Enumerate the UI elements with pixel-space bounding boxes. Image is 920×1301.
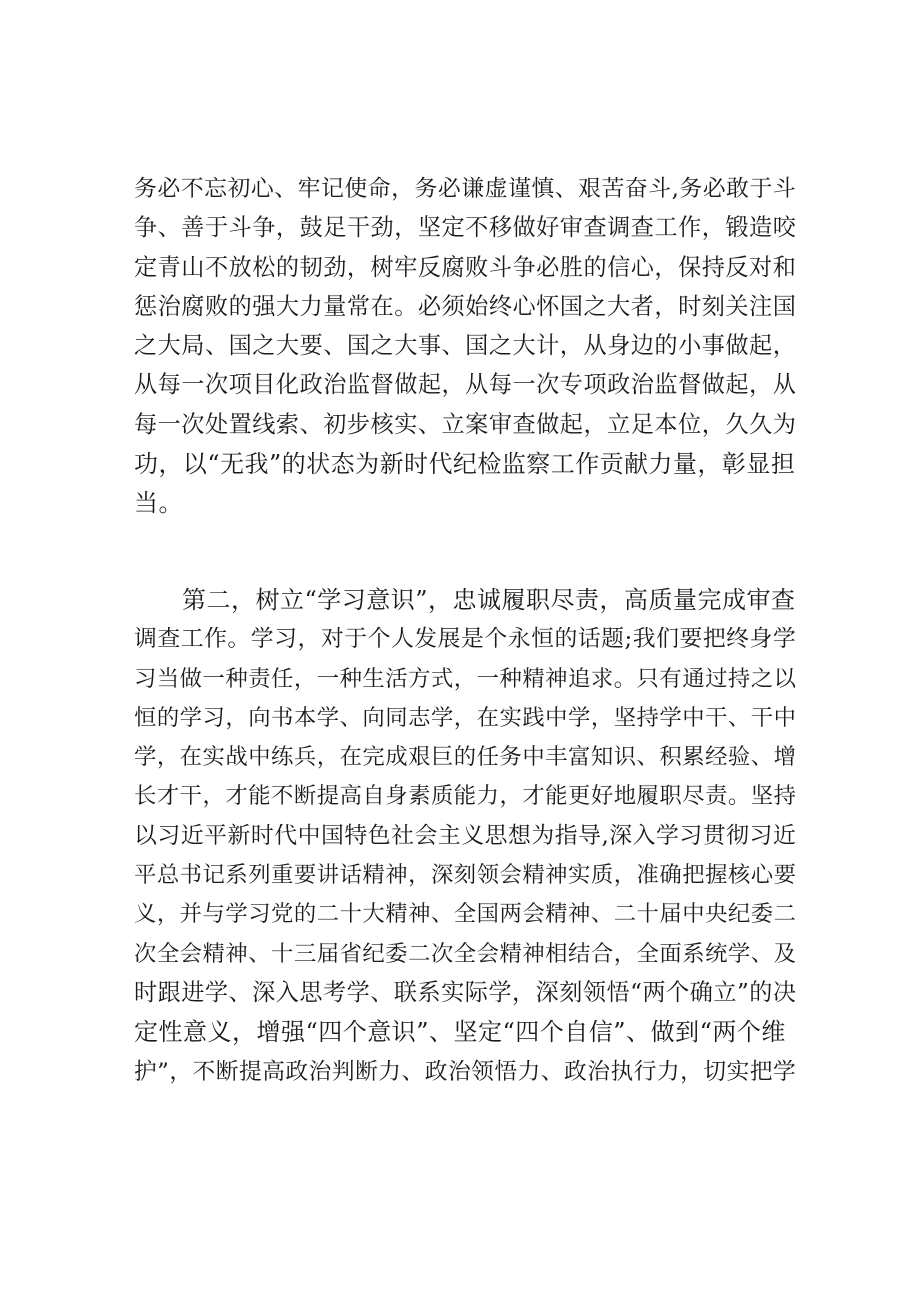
text-line: 功，以“无我”的状态为新时代纪检监察工作贡献力量，彰显担 — [134, 450, 796, 479]
paragraph-2 — [134, 581, 796, 1092]
text-line: 护”，不断提高政治判断力、政治领悟力、政治执行力，切实把学 — [134, 1058, 797, 1085]
text-line: 惩治腐败的强大力量常在。必须始终心怀国之大者，时刻关注国 — [134, 293, 797, 320]
text-line: 恒的学习，向书本学、向同志学，在实践中学，坚持学中干、干中 — [134, 704, 797, 731]
text-line-indented: 第二，树立“学习意识”，忠诚履职尽责，高质量完成审查 — [182, 586, 796, 614]
paragraph-1 — [134, 170, 796, 524]
text-line: 每一次处置线索、初步核实、立案审查做起，立足本位，久久为 — [134, 411, 797, 438]
text-line: 之大局、国之大要、国之大事、国之大计，从身边的小事做起， — [134, 333, 797, 360]
text-line: 平总书记系列重要讲话精神，深刻领会精神实质，准确把握核心要 — [134, 862, 797, 889]
text-line: 习当做一种责任，一种生活方式，一种精神追求。只有通过持之以 — [134, 665, 797, 692]
text-line: 以习近平新时代中国特色社会主义思想为指导,深入学习贯彻习近 — [134, 822, 797, 849]
text-line: 从每一次项目化政治监督做起，从每一次专项政治监督做起，从 — [134, 372, 797, 399]
text-line: 争、善于斗争，鼓足干劲，坚定不移做好审查调查工作，锻造咬 — [134, 215, 797, 242]
text-line: 时跟进学、深入思考学、联系实际学，深刻领悟“两个确立”的决 — [134, 979, 797, 1006]
text-line: 定性意义，增强“四个意识”、坚定“四个自信”、做到“两个维 — [134, 1018, 786, 1047]
text-line: 调查工作。学习，对于个人发展是个永恒的话题;我们要把终身学 — [134, 626, 797, 653]
text-line: 长才干，才能不断提高自身素质能力，才能更好地履职尽责。坚持 — [134, 783, 797, 810]
text-line: 当。 — [134, 489, 183, 518]
text-line: 次全会精神、十三届省纪委二次全会精神相结合，全面系统学、及 — [134, 940, 797, 967]
text-line: 义，并与学习党的二十大精神、全国两会精神、二十届中央纪委二 — [134, 901, 797, 928]
text-line: 学，在实战中练兵，在完成艰巨的任务中丰富知识、积累经验、增 — [134, 744, 797, 771]
text-line: 定青山不放松的韧劲，树牢反腐败斗争必胜的信心，保持反对和 — [134, 254, 797, 281]
text-line: 务必不忘初心、牢记使命，务必谦虚谨慎、艰苦奋斗,务必敢于斗 — [134, 176, 797, 202]
